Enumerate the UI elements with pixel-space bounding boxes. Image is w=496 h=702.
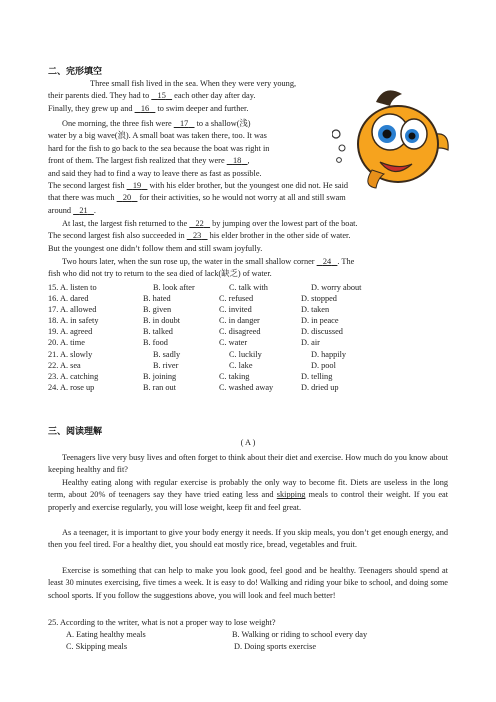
option-cell: B. ran out bbox=[143, 382, 176, 392]
option-cell: 24. A. rose up bbox=[48, 382, 95, 392]
options-table bbox=[48, 282, 438, 393]
option-cell: D. stopped bbox=[301, 294, 337, 304]
choice-c: C. Skipping meals bbox=[66, 641, 128, 651]
bubble-icon bbox=[339, 145, 345, 151]
option-row bbox=[48, 382, 438, 393]
cloze-paragraph-3 bbox=[48, 218, 448, 255]
option-row bbox=[48, 360, 438, 371]
text-line bbox=[48, 256, 448, 268]
text-line: and said they had to find a way to leave there as fast as possible. bbox=[48, 168, 262, 178]
cloze-paragraph-1 bbox=[48, 78, 334, 115]
text-span: meals to control their weight. If you eat properly and exercise regularly, you will lose weight, keep fit and feel great. bbox=[48, 490, 448, 512]
option-cell: B. food bbox=[143, 338, 168, 348]
option-row bbox=[48, 282, 438, 293]
text-line bbox=[48, 205, 448, 217]
option-cell: C. lake bbox=[229, 360, 253, 370]
option-cell: D. air bbox=[301, 338, 320, 348]
option-cell: B. talked bbox=[143, 327, 173, 337]
option-cell: 20. A. time bbox=[48, 338, 85, 348]
text-span: with his elder brother, but the youngest one did not. He said bbox=[149, 181, 349, 190]
option-cell: D. pool bbox=[311, 360, 336, 370]
text-line: But the youngest one didn’t follow them and still swam joyfully. bbox=[48, 243, 263, 253]
option-cell: D. happily bbox=[311, 349, 347, 359]
option-cell: C. invited bbox=[219, 305, 252, 315]
blank-24: 24 bbox=[322, 257, 332, 266]
text-span: that there was much bbox=[48, 193, 115, 203]
text-span: their parents died. They had to bbox=[48, 91, 150, 101]
option-cell: 19. A. agreed bbox=[48, 327, 93, 337]
bubble-icon bbox=[337, 158, 342, 163]
option-row bbox=[48, 315, 438, 326]
choice-b: B. Walking or riding to school every day bbox=[232, 629, 368, 639]
option-cell: D. discussed bbox=[301, 327, 343, 337]
option-cell: 21. A. slowly bbox=[48, 349, 93, 359]
blank-18: 18 bbox=[232, 156, 242, 166]
reading-paragraph-1: Teenagers live very busy lives and often forget to think about their diet and exercise. How much do you know about keeping healthy and fit? bbox=[48, 453, 448, 475]
cartoon-fish-illustration bbox=[332, 88, 450, 198]
option-cell: B. hated bbox=[143, 294, 171, 304]
text-span: , bbox=[247, 156, 250, 166]
option-cell: B. joining bbox=[143, 371, 177, 381]
option-cell: B. given bbox=[143, 305, 172, 315]
text-line: water by a big wave(浪). A small boat was taken there, too. It was bbox=[48, 131, 267, 141]
reading-paragraph-4: Exercise is something that can help to make you look good, feel good and be healthy. Teenagers should spend at least 30 minutes exercising, five times a week. It is easy to do! Walking and riding your bike to school, and doing some school sports. If you follow the suggestions above, you will look and feel much better! bbox=[48, 566, 448, 600]
text-line: fish who did not try to return to the sea died of lack(缺乏) of water. bbox=[48, 269, 272, 279]
text-span: Healthy eating along with regular exercise is probably the only way to become fit. Diets are useless in the long term, about 20% of teenagers say they have tried eating less and bbox=[48, 478, 448, 500]
text-line bbox=[48, 155, 334, 167]
option-cell: 22. A. sea bbox=[48, 360, 81, 370]
text-line bbox=[48, 118, 334, 130]
text-span: to swim deeper and further. bbox=[157, 103, 249, 113]
passage-label: ( A ) bbox=[240, 438, 256, 447]
option-cell: 15. A. listen to bbox=[48, 283, 97, 292]
text-span: Finally, they grew up and bbox=[48, 103, 133, 113]
blank-17: 17 bbox=[179, 119, 189, 128]
cloze-section-title: 二、完形填空 bbox=[48, 67, 103, 77]
text-line: Three small fish lived in the sea. When they were very young, bbox=[90, 79, 297, 88]
text-span: front of them. The largest fish realized that they were bbox=[48, 156, 225, 166]
text-line: hard for the fish to go back to the sea because the boat was right in bbox=[48, 143, 270, 153]
option-cell: C. luckily bbox=[229, 349, 262, 359]
option-cell: D. worry about bbox=[311, 283, 362, 292]
option-cell: C. washed away bbox=[219, 382, 274, 392]
text-span: The second largest fish bbox=[48, 181, 125, 190]
fish-pupil-right bbox=[409, 133, 416, 140]
question-stem: 25. According to the writer, what is not a proper way to lose weight? bbox=[48, 618, 276, 627]
option-cell: D. telling bbox=[301, 371, 333, 381]
option-row bbox=[48, 293, 438, 304]
bubble-icon bbox=[332, 130, 340, 138]
text-line bbox=[48, 90, 334, 102]
reading-paragraph-2 bbox=[48, 477, 448, 514]
text-span: to a shallow(浅) bbox=[196, 119, 251, 128]
choice-a: A. Eating healthy meals bbox=[66, 629, 146, 639]
option-cell: 17. A. allowed bbox=[48, 305, 97, 315]
blank-19: 19 bbox=[132, 181, 142, 190]
blank-21: 21 bbox=[79, 205, 88, 215]
option-cell: C. refused bbox=[219, 294, 254, 304]
option-row bbox=[48, 326, 438, 337]
text-span: his elder brother in the other side of water. bbox=[209, 231, 351, 241]
text-span: The second largest fish also succeeded in bbox=[48, 231, 185, 241]
option-cell: D. in peace bbox=[301, 316, 339, 326]
text-span: each other day after day. bbox=[174, 91, 256, 101]
text-span: One morning, the three fish were bbox=[62, 119, 172, 128]
option-cell: C. taking bbox=[219, 371, 250, 381]
choice-row bbox=[48, 629, 448, 641]
fish-fin-top bbox=[376, 90, 402, 106]
option-cell: 16. A. dared bbox=[48, 294, 89, 304]
blank-20: 20 bbox=[122, 193, 132, 203]
option-cell: 23. A. catching bbox=[48, 371, 99, 381]
option-cell: B. river bbox=[153, 360, 179, 370]
underlined-word: skipping bbox=[276, 490, 306, 500]
text-span: At last, the largest fish returned to the bbox=[62, 219, 188, 228]
choice-row bbox=[48, 641, 448, 653]
option-cell: D. dried up bbox=[301, 382, 339, 392]
cloze-paragraph-4 bbox=[48, 256, 448, 281]
option-cell: B. look after bbox=[153, 283, 195, 292]
cloze-paragraph-2 bbox=[48, 118, 334, 180]
text-span: by jumping over the lowest part of the boat. bbox=[212, 219, 358, 228]
text-span: . The bbox=[337, 257, 355, 266]
option-row bbox=[48, 349, 438, 360]
choice-d: D. Doing sports exercise bbox=[234, 641, 317, 651]
option-cell: C. in danger bbox=[219, 316, 260, 326]
option-cell: B. sadly bbox=[153, 349, 181, 359]
question-25 bbox=[48, 617, 448, 652]
option-cell: 18. A. in safety bbox=[48, 316, 99, 326]
blank-23: 23 bbox=[193, 231, 202, 241]
option-cell: C. water bbox=[219, 338, 248, 348]
option-cell: B. in doubt bbox=[143, 316, 181, 326]
reading-section-title: 三、阅读理解 bbox=[48, 427, 103, 437]
text-span: . bbox=[93, 205, 96, 215]
reading-paragraph-3: As a teenager, it is important to give your body energy it needs. If you skip meals, you don’t get enough energy, and then you feel tired. For a healthy diet, you should eat mostly rice, bread, vegetables and fruit. bbox=[48, 528, 448, 550]
text-line bbox=[48, 230, 448, 242]
fish-pupil-left bbox=[383, 130, 392, 139]
option-cell: C. disagreed bbox=[219, 327, 261, 337]
text-span: around bbox=[48, 205, 72, 215]
blank-15: 15 bbox=[157, 91, 166, 101]
option-row bbox=[48, 337, 438, 348]
text-line bbox=[48, 218, 448, 230]
text-line bbox=[48, 103, 334, 115]
blank-16: 16 bbox=[140, 103, 150, 113]
option-cell: C. talk with bbox=[229, 283, 268, 292]
option-row bbox=[48, 304, 438, 315]
option-row bbox=[48, 371, 438, 382]
text-span: Two hours later, when the sun rose up, the water in the small shallow corner bbox=[62, 257, 315, 266]
text-span: for their activities, so he would not worry at all and still swam bbox=[139, 193, 346, 203]
blank-22: 22 bbox=[195, 219, 204, 228]
option-cell: D. taken bbox=[301, 305, 330, 315]
